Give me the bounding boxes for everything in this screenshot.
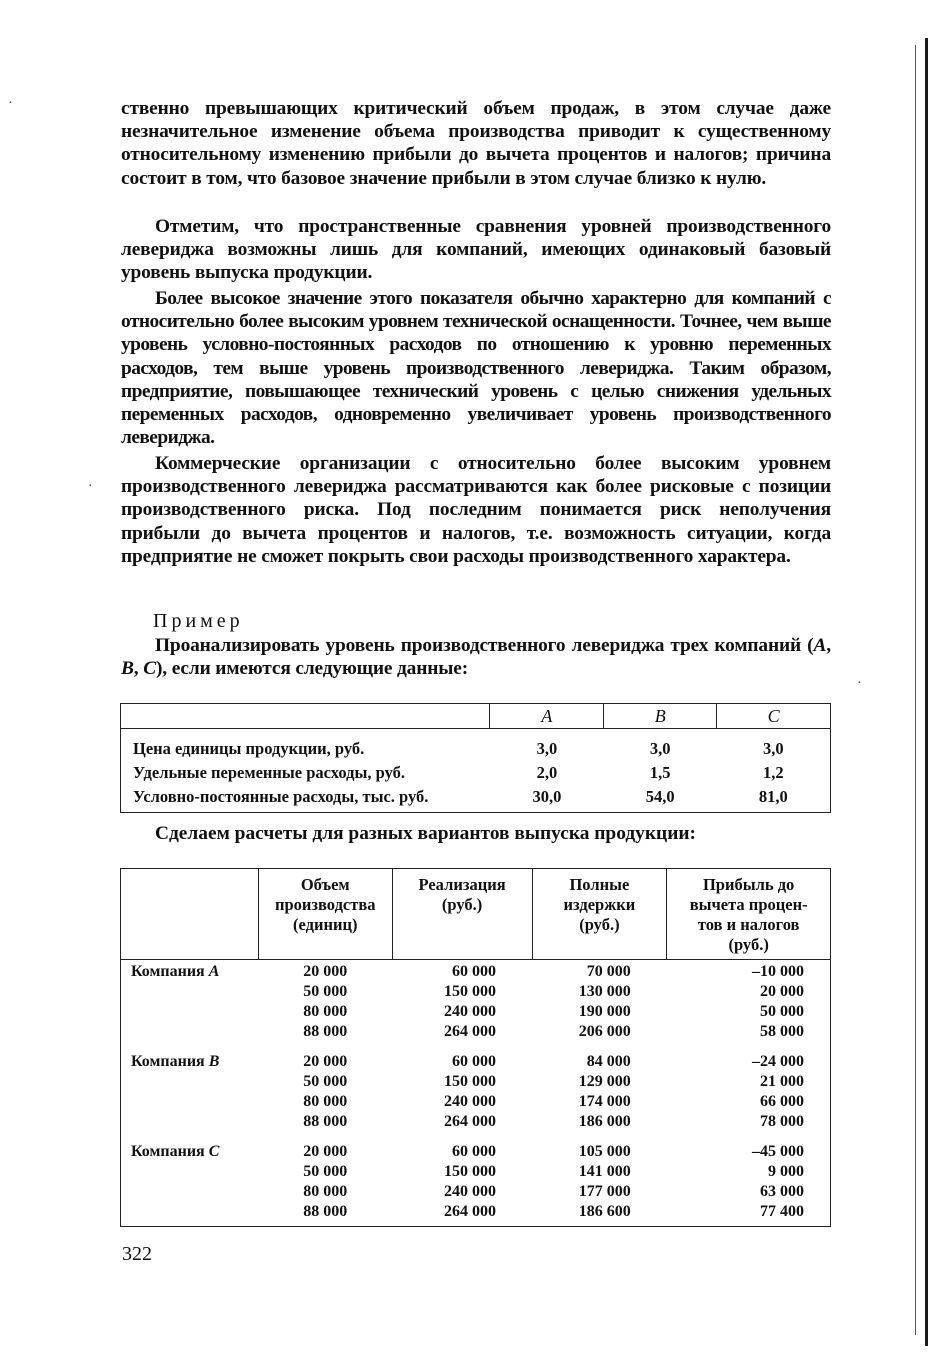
table-row [121, 1052, 831, 1072]
cell-profit: 21 000 [760, 1073, 804, 1090]
cell-profit: –45 000 [752, 1143, 804, 1160]
cell-costs: 177 000 [578, 1183, 631, 1200]
company-label [121, 1002, 259, 1022]
cell-sales: 240 000 [444, 1093, 496, 1110]
spacer-cell [667, 1042, 831, 1052]
company-label [121, 1092, 259, 1112]
cell-volume: 80 000 [303, 1183, 348, 1200]
table-row [121, 1162, 831, 1182]
input-table-corner [121, 704, 490, 729]
spacer-cell [121, 1132, 259, 1142]
paragraph-1 [121, 97, 831, 190]
paragraph-3 [121, 287, 831, 449]
spacer-cell [121, 1042, 259, 1052]
cell-costs: 186 000 [578, 1113, 631, 1130]
cell-profit: 78 000 [760, 1113, 804, 1130]
paragraph-2-text: Отметим, что пространственные сравнения уровней производственного левериджа возможны лишь для компаний, имеющих одинаковый базовый уровень выпуска продукции. [121, 216, 831, 284]
header-profit-line: тов и налогов [697, 915, 800, 934]
header-volume-line: Объем [300, 875, 350, 894]
cell-profit: 58 000 [760, 1023, 804, 1040]
example-task-text [121, 634, 831, 680]
company-label [121, 1072, 259, 1092]
cell-costs: 141 000 [578, 1163, 631, 1180]
table-row [121, 982, 831, 1002]
header-costs-line: издержки [563, 895, 636, 914]
table-row [121, 1092, 831, 1112]
table-row [121, 1112, 831, 1132]
header-sales [392, 869, 532, 960]
header-costs-line: (руб.) [579, 915, 620, 934]
header-sales-line: (руб.) [441, 895, 483, 914]
company-letter: B [208, 1053, 220, 1070]
task-suffix: ), если имеются следующие данные: [156, 658, 469, 680]
task-sep-2: , [133, 658, 144, 680]
cell-sales: 150 000 [444, 983, 496, 1000]
cell-profit: 50 000 [760, 1003, 804, 1020]
table-row [121, 1202, 831, 1227]
cell-profit: 77 400 [760, 1203, 804, 1220]
table-row [121, 761, 831, 785]
table-row [121, 729, 831, 762]
cell-a: 3,0 [536, 739, 558, 758]
cell-profit: 9 000 [768, 1163, 804, 1180]
cell-c: 81,0 [758, 787, 788, 806]
cell-costs: 70 000 [586, 963, 631, 980]
cell-a: 30,0 [532, 787, 562, 806]
table-row [121, 785, 831, 813]
company-label [121, 1112, 259, 1132]
page-number: 322 [122, 1243, 152, 1265]
company-letter: C [208, 1143, 220, 1160]
cell-volume: 88 000 [303, 1113, 348, 1130]
results-table [120, 868, 831, 1227]
cell-b: 3,0 [649, 739, 671, 758]
cell-sales: 150 000 [444, 1073, 496, 1090]
company-label [121, 1162, 259, 1182]
company-label [121, 960, 259, 983]
cell-volume: 80 000 [303, 1003, 348, 1020]
cell-costs: 190 000 [578, 1003, 631, 1020]
input-table-header-b: B [604, 704, 717, 729]
company-a-letter: A [813, 635, 827, 656]
input-table-header-a: A [490, 704, 604, 729]
header-volume [258, 869, 392, 960]
company-b-letter: B [121, 658, 134, 680]
scan-speck: · [88, 479, 93, 494]
row-label: Цена единицы продукции, руб. [133, 739, 365, 758]
header-profit-line: вычета процен- [689, 895, 808, 914]
company-label-text: Компания [131, 1143, 209, 1160]
table-row [121, 960, 831, 983]
spacer-cell [258, 1042, 392, 1052]
company-label [121, 1182, 259, 1202]
cell-volume: 50 000 [303, 1163, 348, 1180]
cell-a: 2,0 [536, 763, 558, 782]
table-row [121, 1022, 831, 1042]
group-spacer [121, 1132, 831, 1142]
header-volume-line: производства [274, 895, 376, 914]
cell-volume: 20 000 [303, 1143, 348, 1160]
cell-sales: 150 000 [444, 1163, 496, 1180]
cell-costs: 206 000 [578, 1023, 631, 1040]
header-costs-line: Полные [569, 875, 630, 894]
company-label [121, 1022, 259, 1042]
cell-c: 1,2 [763, 763, 784, 782]
cell-profit: 63 000 [760, 1183, 804, 1200]
spacer-cell [532, 1042, 667, 1052]
company-label-text: Компания [131, 963, 209, 980]
spacer-cell [532, 1132, 667, 1142]
cell-volume: 88 000 [303, 1203, 348, 1220]
header-volume-line: (единиц) [293, 915, 358, 934]
company-label [121, 1202, 259, 1227]
paragraph-4-text: Коммерческие организации с относительно более высоким уровнем производственного левериджа рассматриваются как более рисковые с позиции производственного риска. Под последним понимается риск неполучения прибыли до вычета процентов и налогов, т.е. возможность ситуации, когда предприятие не сможет покрыть свои расходы производственного характера. [121, 453, 831, 567]
paragraph-2 [121, 215, 831, 285]
cell-profit: –10 000 [752, 963, 804, 980]
cell-sales: 240 000 [444, 1183, 496, 1200]
input-table-header-c: C [717, 704, 831, 729]
company-letter: A [208, 963, 220, 980]
company-label [121, 1142, 259, 1162]
header-profit-line: Прибыль до [702, 875, 795, 894]
task-sep-1: , [826, 635, 831, 656]
table-row [121, 1002, 831, 1022]
example-task [121, 634, 831, 680]
cell-costs: 186 600 [578, 1203, 631, 1220]
row-label: Условно-постоянные расходы, тыс. руб. [133, 787, 429, 806]
header-costs [532, 869, 667, 960]
cell-costs: 130 000 [578, 983, 631, 1000]
cell-sales: 240 000 [444, 1003, 496, 1020]
scan-speck: · [857, 676, 862, 691]
table-row [121, 1182, 831, 1202]
scan-speck: · [8, 96, 13, 111]
company-label [121, 1052, 259, 1072]
results-table-body [121, 960, 831, 1227]
cell-volume: 20 000 [303, 963, 348, 980]
page-edge-shadow [925, 38, 928, 1346]
company-c-letter: C [143, 658, 156, 680]
cell-sales: 60 000 [452, 1143, 496, 1160]
cell-costs: 84 000 [586, 1053, 631, 1070]
cell-volume: 80 000 [303, 1093, 348, 1110]
spacer-cell [258, 1132, 392, 1142]
task-prefix: Проанализировать уровень производственного левериджа трех компаний ( [155, 635, 814, 656]
results-table-corner [121, 869, 259, 960]
cell-profit: 20 000 [760, 983, 804, 1000]
cell-volume: 20 000 [303, 1053, 348, 1070]
cell-volume: 50 000 [303, 1073, 348, 1090]
cell-sales: 264 000 [444, 1023, 496, 1040]
company-label-text: Компания [131, 1053, 209, 1070]
calculation-intro: Сделаем расчеты для разных вариантов выпуска продукции: [155, 823, 697, 844]
spacer-cell [392, 1132, 532, 1142]
cell-b: 54,0 [645, 787, 675, 806]
table-row [121, 1142, 831, 1162]
cell-c: 3,0 [763, 739, 784, 758]
cell-sales: 60 000 [452, 1053, 496, 1070]
cell-profit: 66 000 [760, 1093, 804, 1110]
cell-profit: –24 000 [752, 1053, 804, 1070]
cell-sales: 264 000 [444, 1113, 496, 1130]
paragraph-4 [121, 452, 831, 568]
header-profit-line: (руб.) [728, 935, 769, 954]
page-edge-line [915, 45, 916, 1335]
row-label: Удельные переменные расходы, руб. [133, 763, 406, 782]
cell-costs: 174 000 [578, 1093, 631, 1110]
cell-costs: 105 000 [578, 1143, 631, 1160]
header-sales-line: Реализация [418, 875, 506, 894]
table-row [121, 1072, 831, 1092]
company-label [121, 982, 259, 1002]
cell-sales: 264 000 [444, 1203, 496, 1220]
cell-costs: 129 000 [578, 1073, 631, 1090]
header-profit [667, 869, 831, 960]
input-data-table [120, 703, 831, 813]
spacer-cell [667, 1132, 831, 1142]
cell-sales: 60 000 [452, 963, 496, 980]
paragraph-3-text: Более высокое значение этого показателя обычно характерно для компаний с относительно более высоким уровнем технической оснащенности. Точнее, чем выше уровень условно-постоянных расходов по отношению к уровню переменных расходов, тем выше уровень производственного левериджа. Таким образом, предприятие, повышающее технический уровень с целью снижения удельных переменных расходов, одновременно увеличивает уровень производственного левериджа. [121, 288, 831, 449]
cell-b: 1,5 [649, 763, 671, 782]
cell-volume: 50 000 [303, 983, 348, 1000]
spacer-cell [392, 1042, 532, 1052]
group-spacer [121, 1042, 831, 1052]
paragraph-1-text: ственно превышающих критический объем продаж, в этом случае даже незначительное изменение объема производства приводит к существенному относительному изменению прибыли до вычета процентов и налогов; причина состоит в том, что базовое значение прибыли в этом случае близко к нулю. [121, 98, 831, 189]
example-heading: Пример [153, 610, 244, 632]
cell-volume: 88 000 [303, 1023, 348, 1040]
